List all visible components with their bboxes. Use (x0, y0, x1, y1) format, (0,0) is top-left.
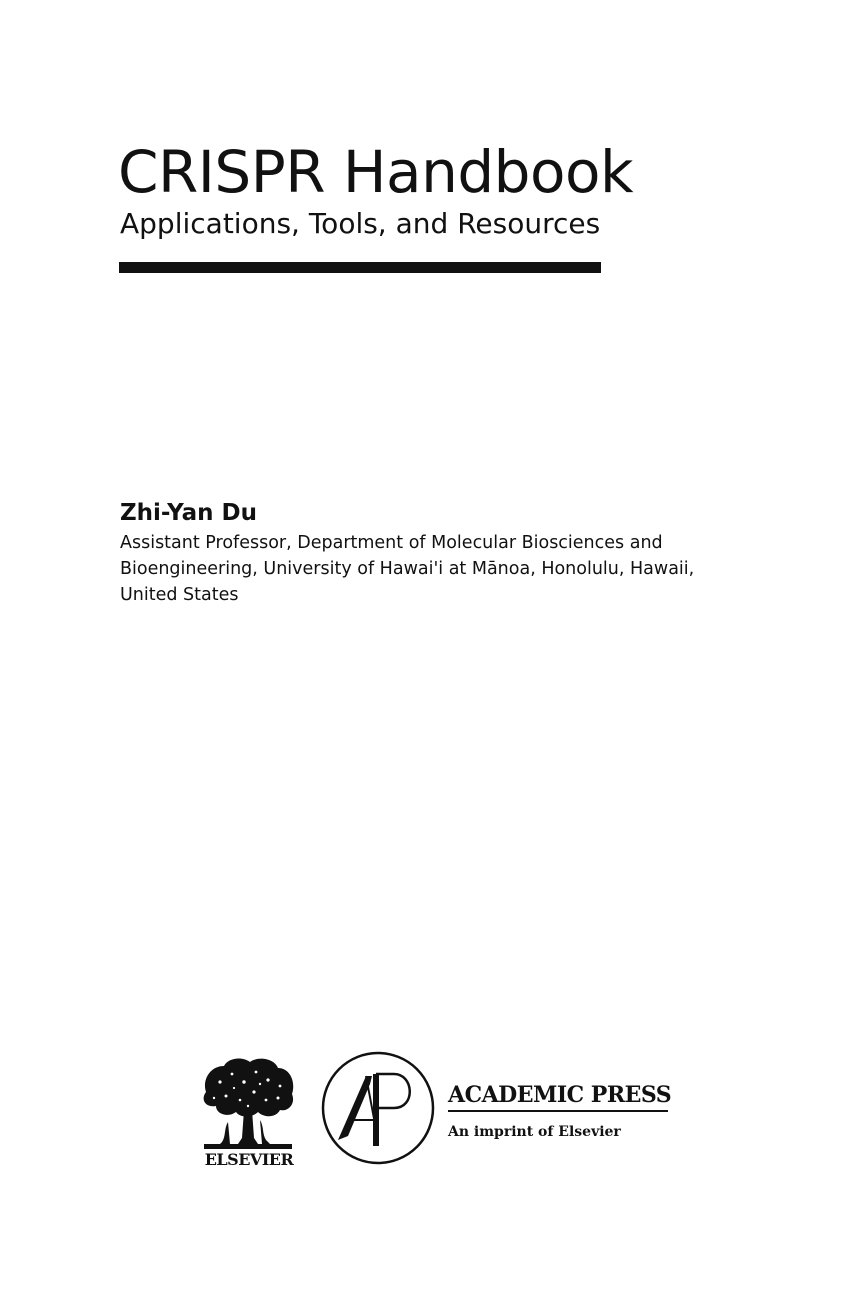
affiliation-line: Assistant Professor, Department of Molecular Biosciences and (120, 533, 663, 553)
publisher-divider (448, 1110, 668, 1112)
affiliation-line: United States (120, 585, 239, 605)
book-title: CRISPR Handbook (118, 138, 634, 206)
publisher-imprint: An imprint of Elsevier (448, 1124, 621, 1140)
author-name: Zhi-Yan Du (120, 500, 258, 526)
elsevier-wordmark: ELSEVIER (204, 1150, 294, 1169)
book-subtitle: Applications, Tools, and Resources (120, 207, 601, 240)
author-affiliation (120, 530, 720, 608)
academic-press-ap-logo-icon (320, 1050, 436, 1166)
affiliation-line: Bioengineering, University of Hawai'i at Mānoa, Honolulu, Hawaii, (120, 559, 695, 579)
title-divider (119, 262, 601, 273)
publisher-name: ACADEMIC PRESS (448, 1082, 672, 1108)
